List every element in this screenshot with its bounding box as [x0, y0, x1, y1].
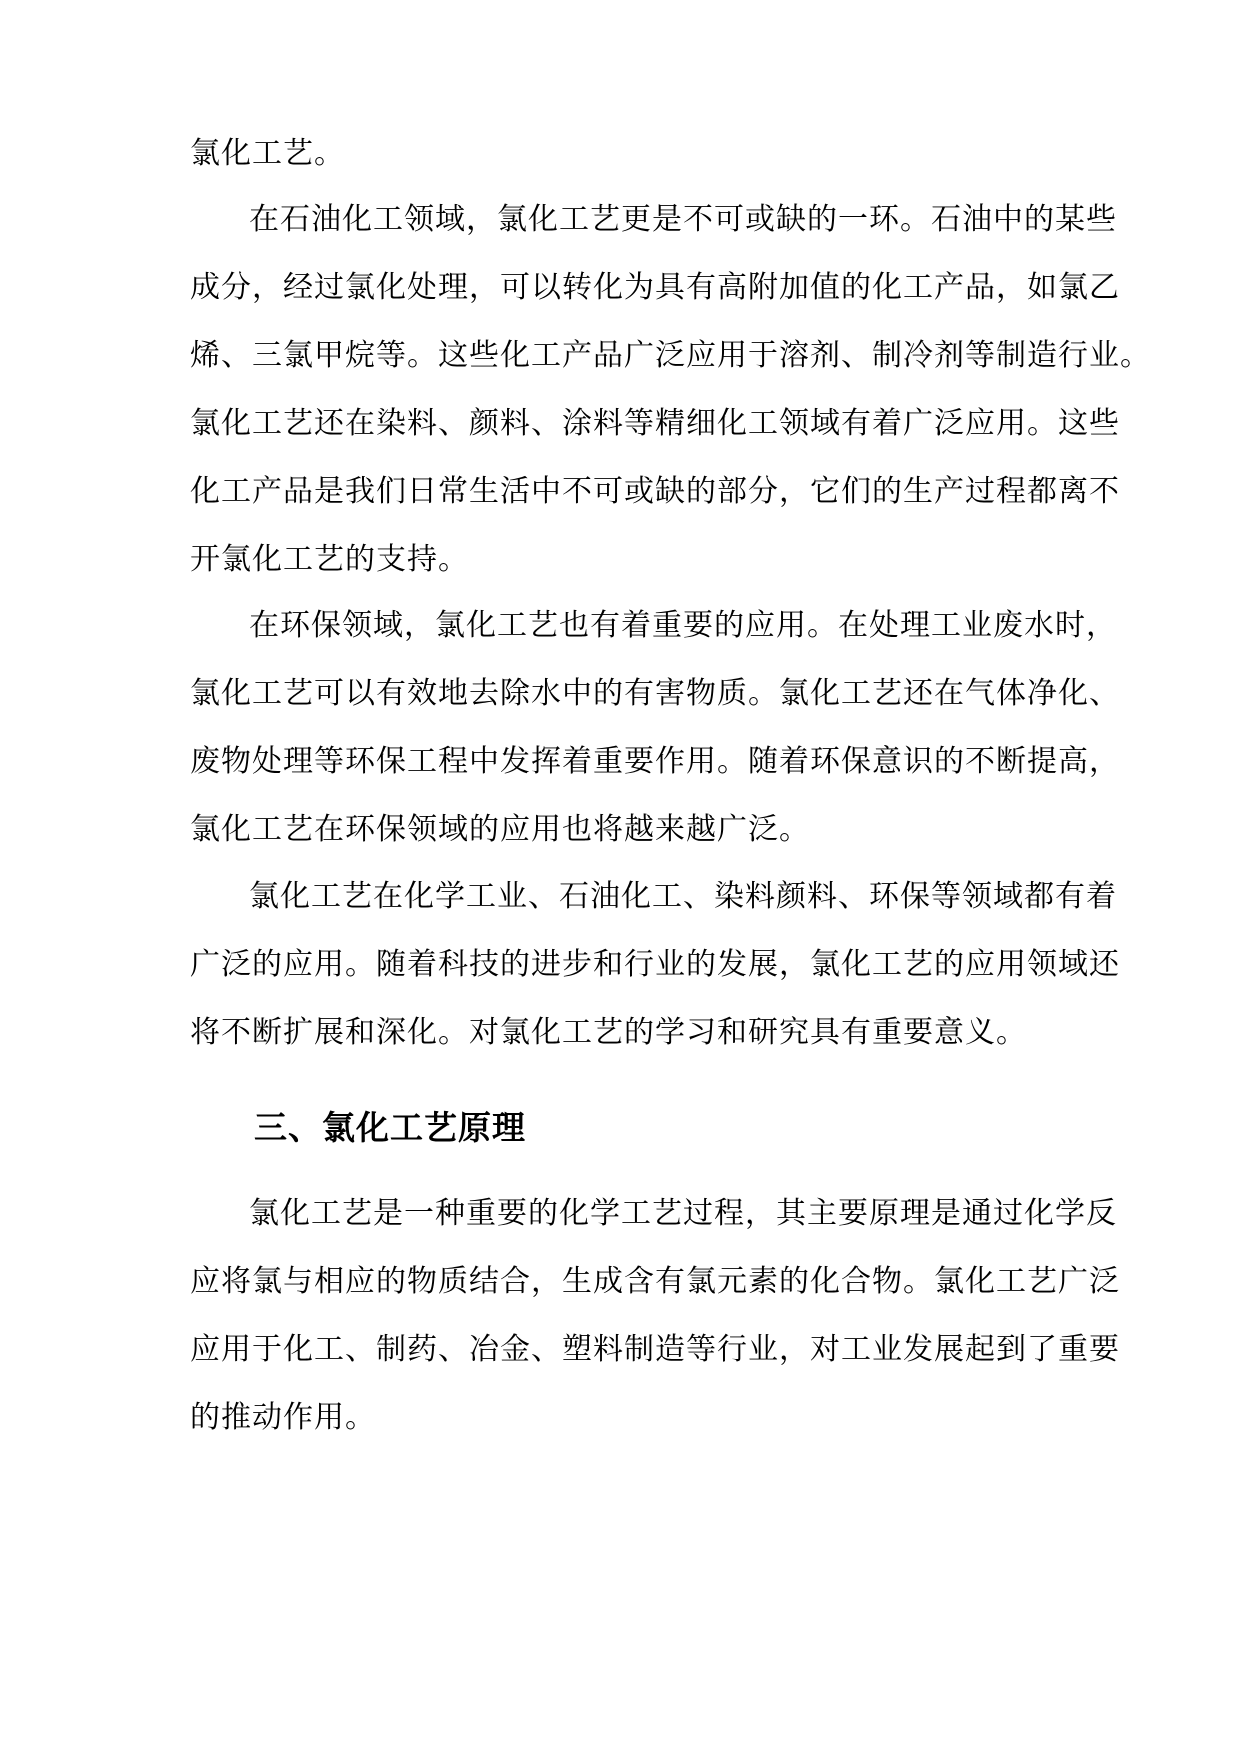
paragraph-environment-line-2: 氯化工艺可以有效地去除水中的有害物质。氯化工艺还在气体净化、 [190, 676, 1120, 711]
paragraph-summary-line-1: 氯化工艺在化学工业、石油化工、染料颜料、环保等领域都有着 [249, 879, 1117, 914]
paragraph-petrochemical-line-6: 开氯化工艺的支持。 [190, 542, 469, 577]
paragraph-petrochemical-line-5: 化工产品是我们日常生活中不可或缺的部分，它们的生产过程都离不 [190, 474, 1120, 509]
paragraph-environment-line-1: 在环保领域，氯化工艺也有着重要的应用。在处理工业废水时， [249, 608, 1117, 643]
paragraph-summary-line-2: 广泛的应用。随着科技的进步和行业的发展，氯化工艺的应用领域还 [190, 947, 1120, 982]
paragraph-petrochemical-line-4: 氯化工艺还在染料、颜料、涂料等精细化工领域有着广泛应用。这些 [190, 406, 1120, 441]
paragraph-environment-line-4: 氯化工艺在环保领域的应用也将越来越广泛。 [190, 812, 810, 847]
paragraph-petrochemical-line-1: 在石油化工领域，氯化工艺更是不可或缺的一环。石油中的某些 [249, 202, 1117, 237]
paragraph-environment-line-3: 废物处理等环保工程中发挥着重要作用。随着环保意识的不断提高， [190, 744, 1120, 779]
paragraph-principle-line-3: 应用于化工、制药、冶金、塑料制造等行业，对工业发展起到了重要 [190, 1332, 1120, 1367]
paragraph-principle-line-1: 氯化工艺是一种重要的化学工艺过程，其主要原理是通过化学反 [249, 1196, 1117, 1231]
paragraph-continuation-line: 氯化工艺。 [190, 136, 345, 171]
paragraph-principle-line-4: 的推动作用。 [190, 1400, 376, 1435]
section-heading: 三、氯化工艺原理 [254, 1108, 526, 1147]
paragraph-summary-line-3: 将不断扩展和深化。对氯化工艺的学习和研究具有重要意义。 [190, 1015, 1027, 1050]
paragraph-petrochemical-line-2: 成分，经过氯化处理，可以转化为具有高附加值的化工产品，如氯乙 [190, 270, 1120, 305]
paragraph-principle-line-2: 应将氯与相应的物质结合，生成含有氯元素的化合物。氯化工艺广泛 [190, 1264, 1120, 1299]
paragraph-petrochemical-line-3: 烯、三氯甲烷等。这些化工产品广泛应用于溶剂、制冷剂等制造行业。 [190, 338, 1151, 373]
